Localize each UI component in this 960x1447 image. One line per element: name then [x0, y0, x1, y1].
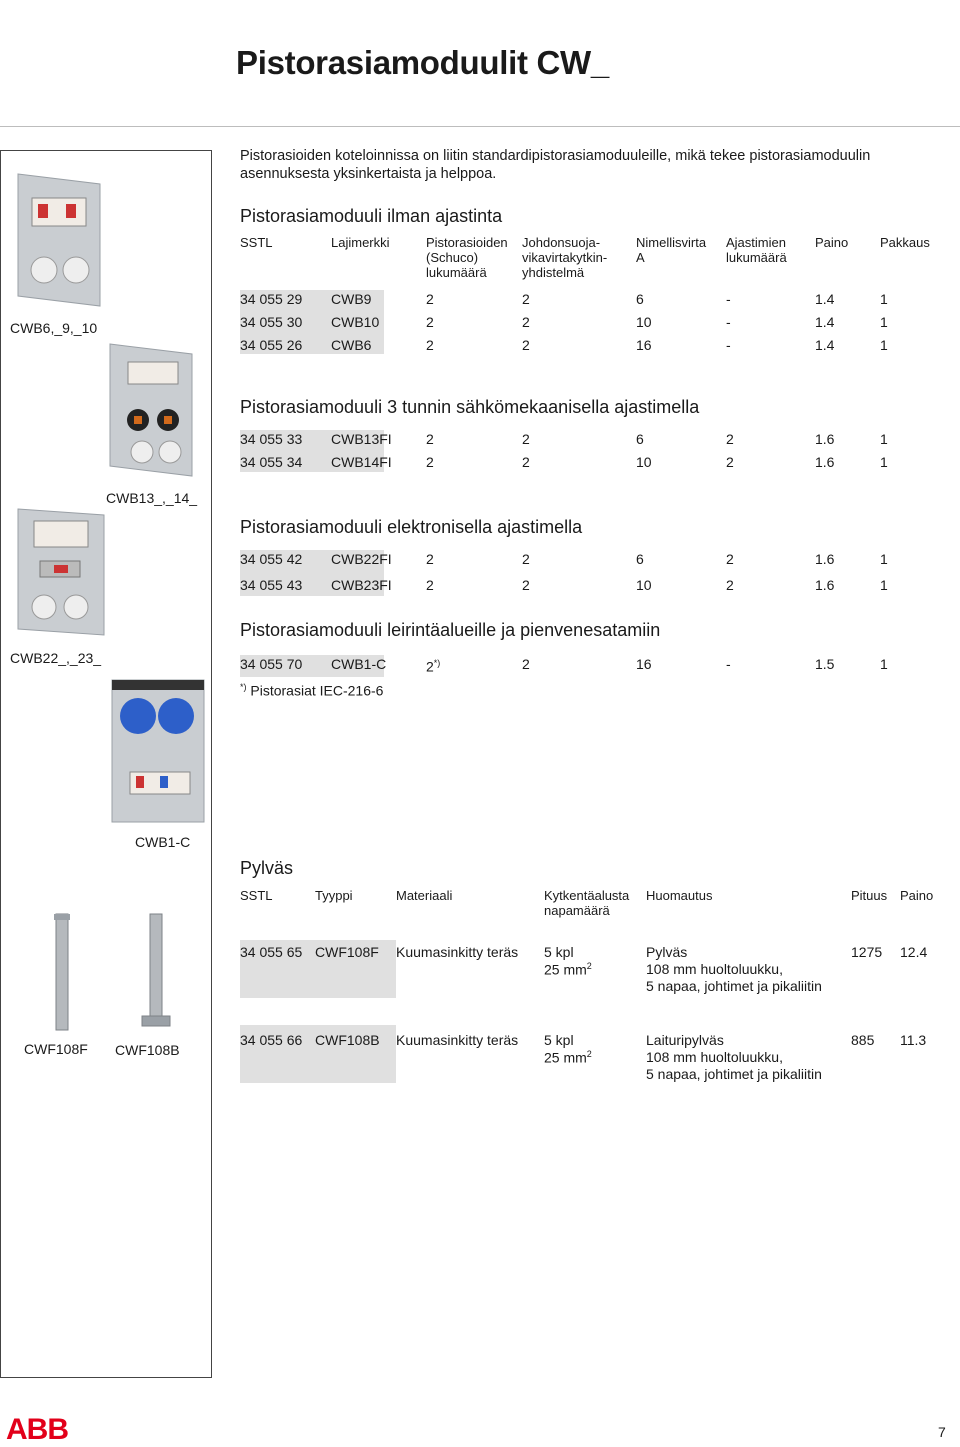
- cell: 2: [522, 454, 530, 470]
- cell: 1.4: [815, 337, 835, 353]
- col-header: Ajastimien lukumäärä: [726, 235, 787, 265]
- col-header: SSTL: [240, 235, 273, 250]
- cell: CWB1-C: [331, 656, 387, 672]
- cell: 2: [726, 577, 734, 593]
- superscript: 2: [586, 961, 592, 971]
- col-header: Huomautus: [646, 888, 713, 903]
- cell: 5 kpl: [544, 944, 574, 960]
- cwf108f-caption: CWF108F: [24, 1041, 88, 1057]
- cell: CWB6: [331, 337, 372, 353]
- cwb1c-product-image: [100, 672, 210, 832]
- cell: 1.6: [815, 551, 835, 567]
- cell: Laituripylväs: [646, 1032, 724, 1048]
- cell: 2: [426, 551, 434, 567]
- cell: 1: [880, 454, 888, 470]
- cell: 885: [851, 1032, 875, 1048]
- cell: CWB10: [331, 314, 380, 330]
- cell: Kuumasinkitty teräs: [396, 1032, 519, 1048]
- cell: -: [726, 291, 731, 307]
- cell: 2: [522, 656, 530, 672]
- section-title: Pylväs: [240, 858, 294, 878]
- cell: 2: [426, 658, 434, 675]
- cell: 1.6: [815, 454, 835, 470]
- cell: 10: [636, 314, 652, 330]
- footnote-mark: *): [433, 658, 441, 668]
- cell: CWF108B: [315, 1032, 380, 1048]
- col-header: Paino: [900, 888, 934, 903]
- cell: 10: [636, 454, 652, 470]
- cwb6-product-image: [14, 170, 104, 310]
- cell: 34 055 33: [240, 431, 303, 447]
- cell: 2: [522, 551, 530, 567]
- cell: CWB13FI: [331, 431, 392, 447]
- cell: 2: [726, 431, 734, 447]
- cell: 25 mm: [544, 1049, 587, 1066]
- col-header: Pituus: [851, 888, 888, 903]
- cell: 2: [426, 314, 434, 330]
- superscript: 2: [586, 1049, 592, 1059]
- cell: CWB23FI: [331, 577, 392, 593]
- cell: 1.6: [815, 577, 835, 593]
- cwb6-caption: CWB6,_9,_10: [10, 320, 98, 336]
- cell: Kuumasinkitty teräs: [396, 944, 519, 960]
- cell: 2: [426, 577, 434, 593]
- cell: 5 kpl: [544, 1032, 574, 1048]
- cell: CWB9: [331, 291, 372, 307]
- section-title: Pistorasiamoduuli 3 tunnin sähkömekaanisella ajastimella: [240, 397, 700, 417]
- cell: 2: [426, 454, 434, 470]
- cell: 34 055 66: [240, 1032, 303, 1048]
- cross-section: [544, 1049, 592, 1066]
- col-header: Pistorasioiden (Schuco) lukumäärä: [426, 235, 508, 280]
- cell: 1: [880, 577, 888, 593]
- cell: CWF108F: [315, 944, 379, 960]
- col-header: Paino: [815, 235, 849, 250]
- cwf108b-product-image: [140, 910, 172, 1035]
- cell: 6: [636, 291, 644, 307]
- cell: 1: [880, 291, 888, 307]
- cell: 2: [426, 337, 434, 353]
- cwb13-product-image: [106, 340, 196, 480]
- col-header: Johdonsuoja- vikavirtakytkin- yhdistelmä: [522, 235, 608, 280]
- page-title: Pistorasiamoduulit CW_: [236, 44, 609, 81]
- cell: 2: [426, 431, 434, 447]
- cell: -: [726, 314, 731, 330]
- cell: 12.4: [900, 944, 928, 960]
- col-header: SSTL: [240, 888, 273, 903]
- cell: 6: [636, 551, 644, 567]
- cell: 34 055 29: [240, 291, 303, 307]
- cwf108f-product-image: [50, 910, 74, 1035]
- col-header: Tyyppi: [315, 888, 353, 903]
- col-header: Nimellisvirta A: [636, 235, 707, 265]
- svg-text:ABB: ABB: [6, 1413, 68, 1443]
- cell: 6: [636, 431, 644, 447]
- cell: CWB14FI: [331, 454, 392, 470]
- cwb1c-caption: CWB1-C: [135, 834, 191, 850]
- cell: 1: [880, 431, 888, 447]
- cell: 34 055 34: [240, 454, 303, 470]
- title-divider: [0, 126, 960, 127]
- cell: 1: [880, 656, 888, 672]
- cell: 2: [522, 291, 530, 307]
- col-header: Materiaali: [396, 888, 453, 903]
- cell: 2: [522, 314, 530, 330]
- col-header: Pakkaus: [880, 235, 930, 250]
- cell: 5 napaa, johtimet ja pikaliitin: [646, 978, 822, 994]
- cell: 1: [880, 337, 888, 353]
- cell: 34 055 43: [240, 577, 303, 593]
- cell: 10: [636, 577, 652, 593]
- cell: CWB22FI: [331, 551, 392, 567]
- cell: Pylväs: [646, 944, 688, 960]
- cell: 16: [636, 337, 652, 353]
- cell: 1.6: [815, 431, 835, 447]
- footnote: [240, 682, 383, 699]
- cell: 25 mm: [544, 961, 587, 978]
- cell: 34 055 65: [240, 944, 303, 960]
- cell: 2: [726, 454, 734, 470]
- page-number: 7: [938, 1424, 946, 1440]
- cell: 1.5: [815, 656, 835, 672]
- cell: 34 055 26: [240, 337, 303, 353]
- cell: 1: [880, 551, 888, 567]
- cell: -: [726, 337, 731, 353]
- cell: 2: [522, 337, 530, 353]
- cell: 34 055 70: [240, 656, 303, 672]
- cell: 1.4: [815, 291, 835, 307]
- cross-section: [544, 961, 592, 978]
- footnote-mark: *): [240, 682, 247, 692]
- section-title: Pistorasiamoduuli leirintäalueille ja pienvenesatamiin: [240, 620, 661, 640]
- cwb22-product-image: [14, 505, 108, 640]
- cell: 1.4: [815, 314, 835, 330]
- cell: 5 napaa, johtimet ja pikaliitin: [646, 1066, 822, 1082]
- cell-with-footnote: [426, 658, 440, 675]
- cell: 2: [522, 431, 530, 447]
- col-header: Lajimerkki: [331, 235, 390, 250]
- cell: 2: [522, 577, 530, 593]
- cwb22-caption: CWB22_,_23_: [10, 650, 102, 666]
- cwf108b-caption: CWF108B: [115, 1042, 180, 1058]
- cell: 2: [726, 551, 734, 567]
- intro-text: Pistorasioiden koteloinnissa on liitin standardipistorasiamoduuleille, mikä tekee pistorasiamoduulin asennuksesta yksinkertaista ja helppoa.: [240, 148, 871, 182]
- cell: 108 mm huoltoluukku,: [646, 961, 783, 977]
- cell: 1: [880, 314, 888, 330]
- cell: -: [726, 656, 731, 672]
- cell: 16: [636, 656, 652, 672]
- cell: 11.3: [900, 1032, 927, 1048]
- abb-logo: [6, 1413, 74, 1443]
- cell: 1275: [851, 944, 883, 960]
- cell: 34 055 30: [240, 314, 303, 330]
- cell: 2: [426, 291, 434, 307]
- cell: 34 055 42: [240, 551, 303, 567]
- section-title: Pistorasiamoduuli elektronisella ajastimella: [240, 517, 583, 537]
- footnote-text: Pistorasiat IEC-216-6: [250, 682, 384, 699]
- col-header: Kytkentäalusta napamäärä: [544, 888, 630, 918]
- cell: 108 mm huoltoluukku,: [646, 1049, 783, 1065]
- cwb13-caption: CWB13_,_14_: [106, 490, 198, 506]
- section-title: Pistorasiamoduuli ilman ajastinta: [240, 206, 503, 226]
